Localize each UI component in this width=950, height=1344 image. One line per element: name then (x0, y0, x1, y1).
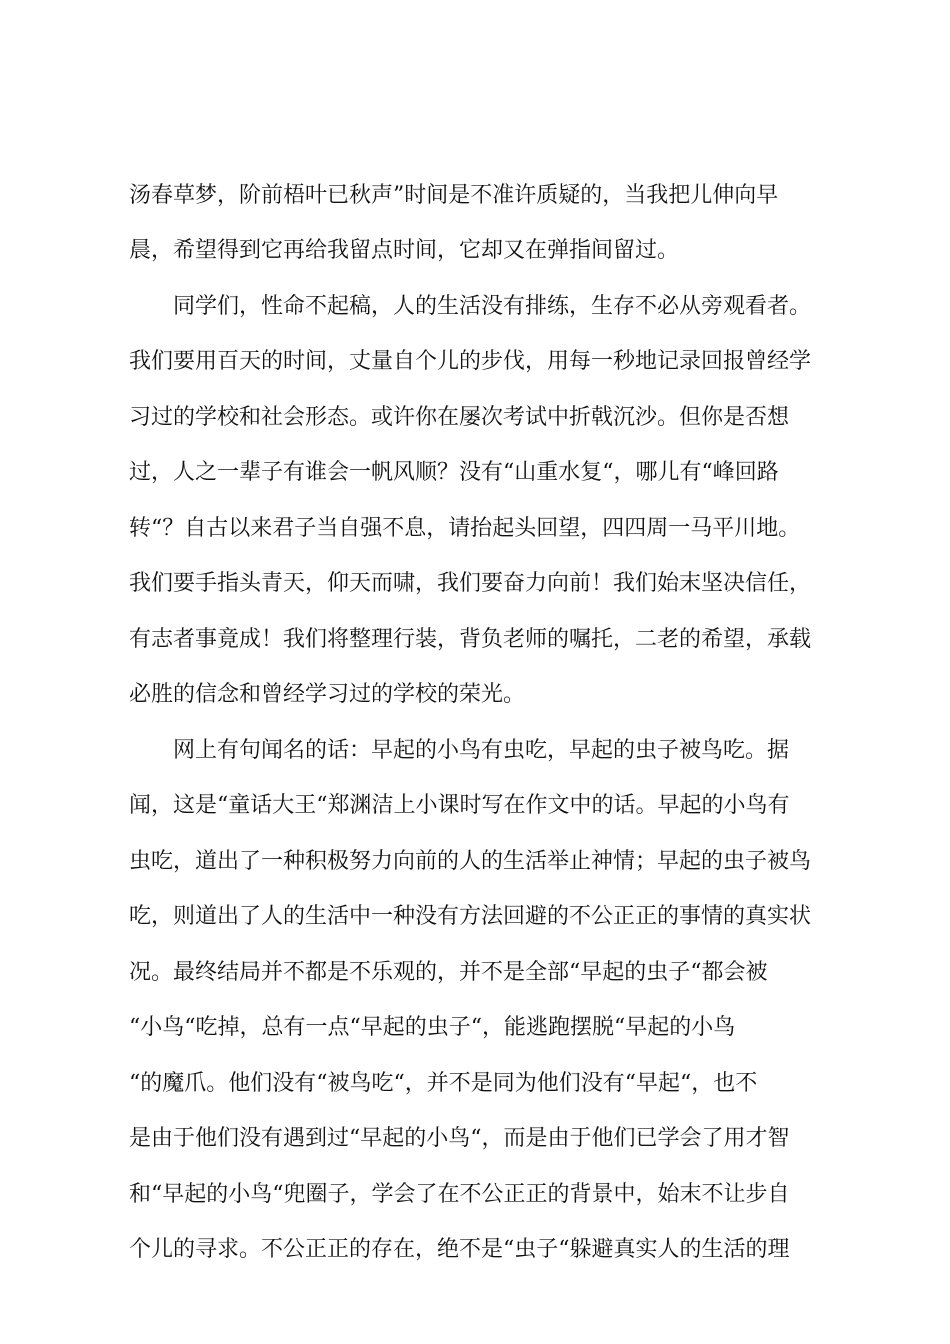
text-line (0, 731, 950, 771)
text-line (0, 231, 950, 271)
text-line (0, 1175, 950, 1215)
text-line-content: 同学们，性命不起稿，人的生活没有排练，生存不必从旁观看者。 (173, 294, 812, 319)
text-line (0, 675, 950, 715)
text-line (0, 842, 950, 882)
text-line (0, 453, 950, 493)
text-line-content: 我们要用百天的时间，丈量自个儿的步伐，用每一秒地记录回报曾经学 (129, 349, 812, 374)
text-line-content: “的魔爪。他们没有“被鸟吃“，并不是同为他们没有“早起“，也不 (129, 1071, 758, 1096)
text-line-content: 闻，这是“童话大王“郑渊洁上小课时写在作文中的话。早起的小鸟有 (129, 793, 790, 818)
text-line (0, 287, 950, 327)
text-line-content: 转“？自古以来君子当自强不息，请抬起头回望，四四周一马平川地。 (129, 516, 801, 541)
text-line (0, 1230, 950, 1270)
text-line-content: 和“早起的小鸟“兜圈子，学会了在不公正正的背景中，始末不让步自 (129, 1182, 790, 1207)
text-line-content: “小鸟“吃掉，总有一点“早起的虫子“，能逃跑摆脱“早起的小鸟 (129, 1015, 736, 1040)
text-line (0, 398, 950, 438)
text-line-content: 个儿的寻求。不公正正的存在，绝不是“虫子“躲避真实人的生活的理 (129, 1237, 790, 1262)
text-line (0, 342, 950, 382)
text-line (0, 786, 950, 826)
text-line-content: 晨，希望得到它再给我留点时间，它却又在弹指间留过。 (129, 238, 680, 263)
text-line-content: 过，人之一辈子有谁会一帆风顺？没有“山重水复“，哪儿有“峰回路 (129, 460, 779, 485)
text-line (0, 897, 950, 937)
text-line-content: 必胜的信念和曾经学习过的学校的荣光。 (129, 682, 526, 707)
text-line (0, 564, 950, 604)
text-line-content: 习过的学校和社会形态。或许你在屡次考试中折戟沉沙。但你是否想 (129, 405, 790, 430)
text-line-content: 网上有句闻名的话：早起的小鸟有虫吃，早起的虫子被鸟吃。据 (173, 738, 790, 763)
text-line (0, 1119, 950, 1159)
text-line (0, 620, 950, 660)
text-line-content: 是由于他们没有遇到过“早起的小鸟“，而是由于他们已学会了用才智 (129, 1126, 790, 1151)
text-line-content: 有志者事竟成！我们将整理行装，背负老师的嘱托，二老的希望，承载 (129, 627, 812, 652)
text-line-content: 吃，则道出了人的生活中一种没有方法回避的不公正正的事情的真实状 (129, 904, 812, 929)
text-line (0, 176, 950, 216)
text-line (0, 1064, 950, 1104)
text-line-content: 汤春草梦，阶前梧叶已秋声”时间是不准许质疑的，当我把儿伸向早 (129, 183, 779, 208)
text-line-content: 我们要手指头青天，仰天而啸，我们要奋力向前！我们始末坚决信任， (129, 571, 812, 596)
text-line-content: 况。最终结局并不都是不乐观的，并不是全部“早起的虫子“都会被 (129, 960, 768, 985)
text-line (0, 1008, 950, 1048)
text-line (0, 509, 950, 549)
text-line-content: 虫吃，道出了一种积极努力向前的人的生活举止神情；早起的虫子被鸟 (129, 849, 812, 874)
text-line (0, 953, 950, 993)
